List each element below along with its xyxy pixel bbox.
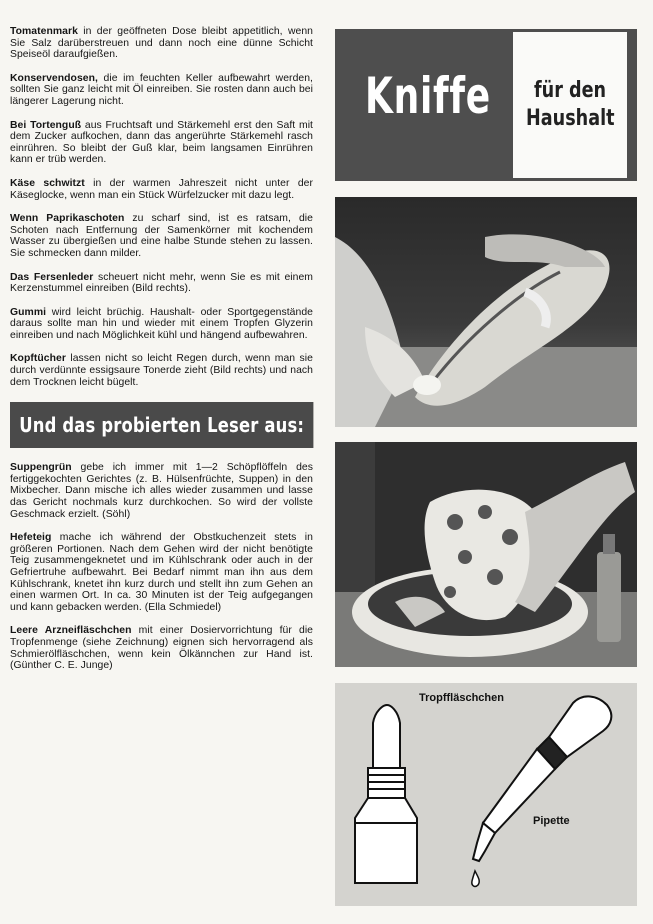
label-pipette: Pipette: [533, 815, 570, 827]
title-line2: Haushalt: [525, 106, 615, 131]
headscarf-illustration: [335, 442, 637, 667]
tip-fersenleder: Das Fersenleder scheuert nicht mehr, wenn Sie es mit einem Kerzenstummel einreiben (Bild rechts).: [10, 271, 314, 295]
reader-tip-hefeteig: Hefeteig mache ich während der Obstkuchenzeit stets in größeren Portionen. Nach dem Gehen wird der nicht benötigte Teig zusammengeknetet und im Kühlschrank oder auch in der Gefriertruhe aufbewahrt. Bei Bedarf nimmt man ihn aus dem Kühlschrank, knetet ihn kurz durch und stellt ihn zum Gehen an einen warmen Ort. In ca. 30 Minuten ist der Teig aufgegangen und kann gebacken werden. (Ella Schmiedel): [10, 532, 313, 613]
reader-tip-suppengruen: Suppengrün gebe ich immer mit 1—2 Schöpflöffeln des fertiggekochten Gerichtes (z. B. Hülsenfrüchte, Suppen) in den Mixbecher. Dann mische ich alles wieder zusammen und lasse das Gericht nochmals kurz durchkochen. So wird der vollste Geschmack erzielt. (Söhl): [10, 462, 313, 520]
photo-shoe-candle: [335, 197, 637, 427]
title-kniffe: Kniffe: [365, 67, 491, 125]
text-column: [10, 26, 313, 684]
title-subtitle: [513, 32, 627, 178]
tip-paprika: Wenn Paprikaschoten zu scharf sind, ist es ratsam, die Schoten nach Entfernung der Samenkörner mit kochendem Wasser zu übergießen und eine halbe Stunde stehen zu lassen. Sie schmecken dann milder.: [10, 213, 313, 259]
tip-konservendosen: Konservendosen, die im feuchten Keller aufbewahrt werden, sollten Sie ganz leicht mit Öl einreiben. Sie rosten dann auch bei längerer Lagerung nicht.: [10, 72, 313, 107]
tip-gummi: Gummi wird leicht brüchig. Haushalt- oder Sportgegenstände daraus sollte man hin und wieder mit einem Tropfen Glyzerin einreiben und nach Möglichkeit kühl und hängend aufbewahren.: [10, 306, 313, 341]
title-line1: für den: [533, 78, 607, 103]
tip-tortenguss: Bei Tortenguß aus Fruchtsaft und Stärkemehl erst den Saft mit dem Zucker aufkochen, dann das angerührte Stärkemehl rasch einrühren. So bleibt der Guß klar, beim langsamen Einrühren kann er trüb werden.: [10, 119, 313, 166]
drawing-dropper-bottle: [335, 683, 637, 906]
tip-kopftuecher: Kopftücher lassen nicht so leicht Regen durch, wenn man sie durch verdünnte essigsaure Tonerde zieht (Bild rechts) und nach dem Trocknen leicht bügelt.: [10, 353, 313, 388]
reader-tip-arzneifläschchen: Leere Arzneifläschchen mit einer Dosiervorrichtung für die Tropfenmenge (siehe Zeichnung) eignen sich hervorragend als Schmierölfläschchen, wenn kein Ölkännchen zur Hand ist. (Günther C. E. Junge): [10, 625, 314, 672]
photo-headscarf-bowl: [335, 442, 637, 667]
tip-tomatenmark: Tomatenmark in der geöffneten Dose bleibt appetitlich, wenn Sie Salz darüberstreuen und dann noch eine dünne Schicht Speiseöl daraufgießen.: [10, 26, 313, 61]
title-box: [335, 29, 637, 181]
tip-kaese: Käse schwitzt in der warmen Jahreszeit nicht unter der Käseglocke, wenn man ein Stück Würfelzucker mit dazu legt.: [10, 177, 313, 201]
dropper-drawing: [335, 683, 637, 906]
label-tropfflaeschchen: Tropffläschchen: [419, 692, 504, 704]
shoe-illustration: [335, 197, 637, 427]
reader-tips-banner: Und das probierten Leser aus:: [10, 402, 313, 448]
